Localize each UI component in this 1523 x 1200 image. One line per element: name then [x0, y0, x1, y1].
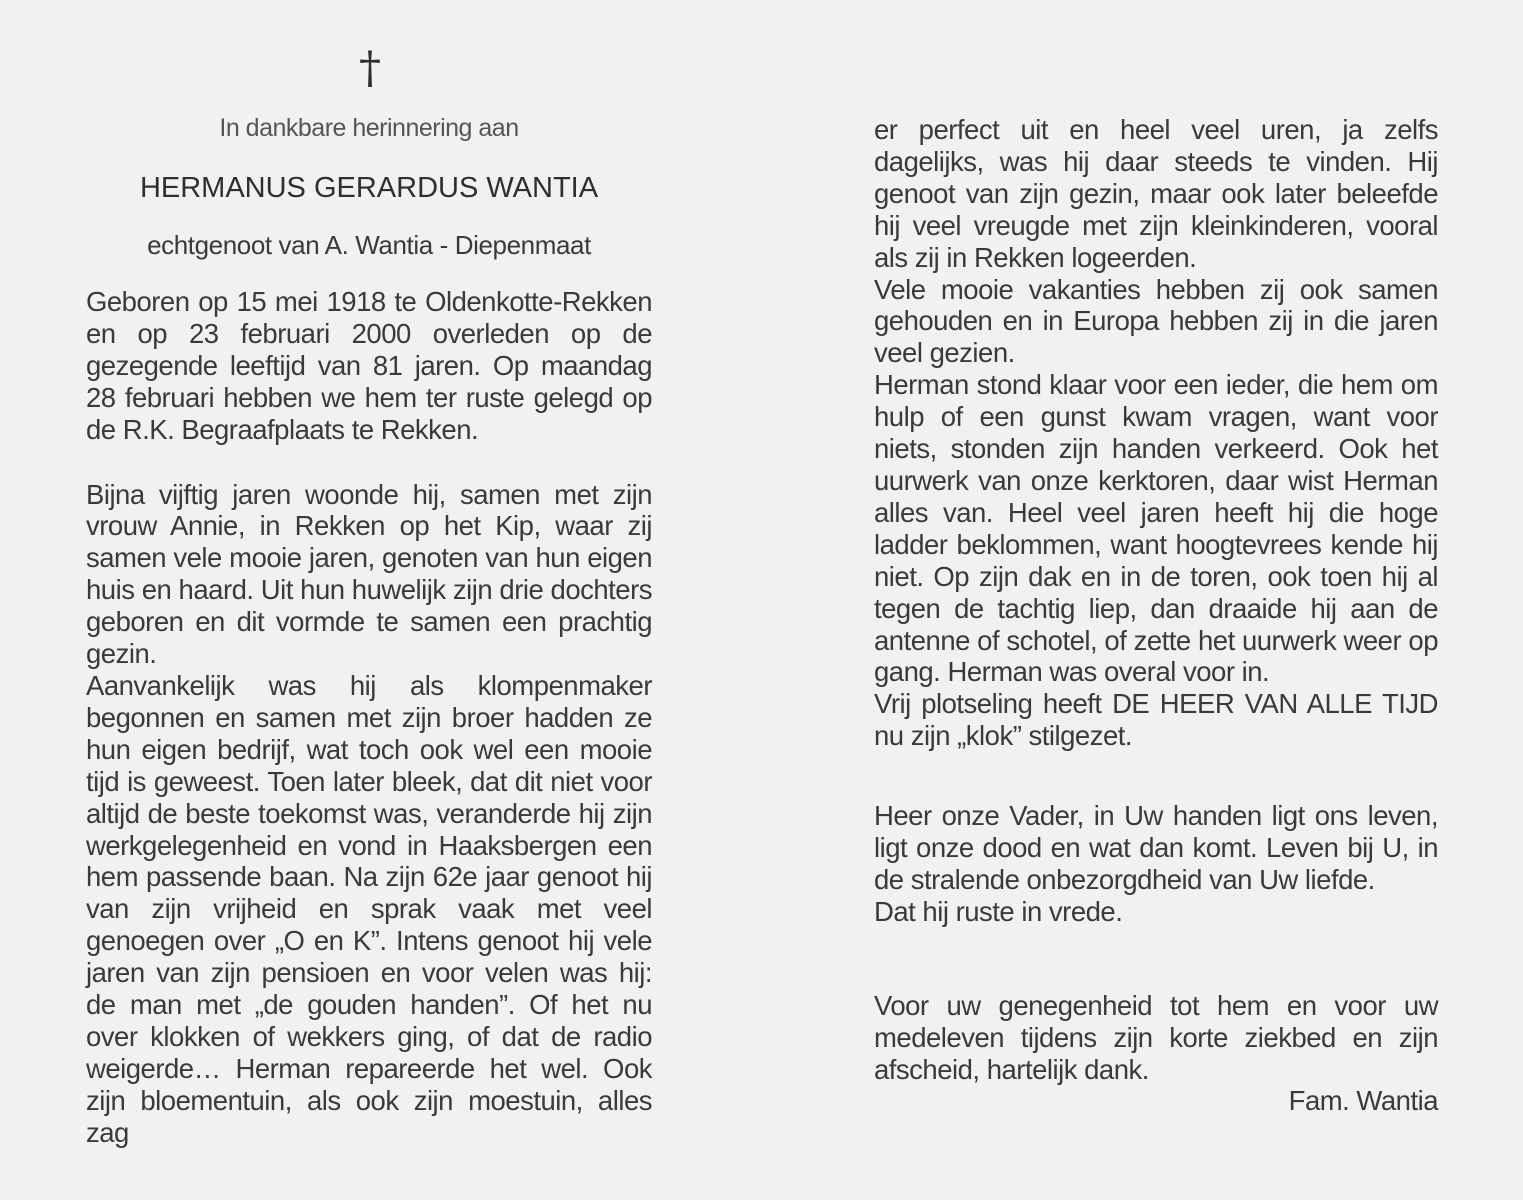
- family-paragraph: Bijna vijftig jaren woonde hij, samen met zijn vrouw Annie, in Rekken op het Kip, waar zij samen vele mooie jaren, genoten van hun eigen huis en haard. Uit hun huwelijk zijn drie dochters geboren en dit vormde te samen een prachtig gezin.: [86, 478, 652, 670]
- cross-icon: †: [359, 43, 381, 94]
- birth-death-paragraph: Geboren op 15 mei 1918 te Oldenkotte-Rekken en op 23 februari 2000 overleden op de gezegende leeftijd van 81 jaren. Op maandag 28 februari hebben we hem ter ruste gelegd op de R.K. Begraafplaats te Rekken.: [86, 286, 652, 445]
- career-paragraph: Aanvankelijk was hij als klompenmaker begonnen en samen met zijn broer hadden ze hun eigen bedrijf, wat toch ook wel een mooie tijd is geweest. Toen later bleek, dat dit niet voor altijd de beste toekomst was, veranderde hij zijn werkgelegenheid en vond in Haaksbergen een hem passende baan. Na zijn 62e jaar genoot hij van zijn vrijheid en sprak vaak met veel genoegen over „O en K”. Intens genoot hij vele jaren van zijn pensioen en voor velen was hij: de man met „de gouden handen”. Of het nu over klokken of wekkers ging, of dat de radio weigerde… Herman repareerde het wel. Ook zijn bloementuin, als ook zijn moestuin, alles zag: [86, 669, 652, 1148]
- holidays-paragraph: Vele mooie vakanties hebben zij ook samen gehouden en in Europa hebben zij in die jaren veel gezien.: [874, 273, 1438, 369]
- clock-paragraph: Vrij plotseling heeft DE HEER VAN ALLE TIJD nu zijn „klok” stilgezet.: [874, 688, 1438, 752]
- garden-paragraph: er perfect uit en heel veel uren, ja zelfs dagelijks, was hij daar steeds te vinden. Hij genoot van zijn gezin, maar ook later beleefde hij veel vreugde met zijn kleinkinderen, vooral als zij in Rekken logeerden.: [874, 114, 1438, 273]
- family-signature: Fam. Wantia: [1288, 1085, 1438, 1117]
- paragraph-gap: [874, 752, 1438, 800]
- deceased-name: HERMANUS GERARDUS WANTIA: [139, 172, 599, 204]
- paragraph-gap: [86, 446, 652, 479]
- left-column: [86, 286, 652, 1149]
- right-column: [874, 114, 1438, 1117]
- prayer-paragraph: Heer onze Vader, in Uw handen ligt ons leven, ligt onze dood en wat dan komt. Leven bij U, in de stralende onbezorgdheid van Uw liefde.: [874, 800, 1438, 895]
- helpfulness-paragraph: Herman stond klaar voor een ieder, die hem om hulp of een gunst kwam vragen, want voor niets, stonden zijn handen verkeerd. Ook het uurwerk van onze kerktoren, daar wist Herman alles van. Heel veel jaren heeft hij die hoge ladder beklommen, want hoogtevrees kende hij niet. Op zijn dak en in de toren, ook toen hij al tegen de tachtig liep, dan draaide hij aan de antenne of schotel, of zette het uurwerk weer op gang. Herman was overal voor in.: [874, 369, 1438, 688]
- thanks-paragraph: Voor uw genegenheid tot hem en voor uw medeleven tijdens zijn korte ziekbed en zijn afscheid, hartelijk dank.: [874, 989, 1438, 1085]
- rest-in-peace-line: Dat hij ruste in vrede.: [874, 895, 1123, 927]
- spouse-line: echtgenoot van A. Wantia - Diepenmaat: [147, 230, 591, 260]
- paragraph-gap: [874, 928, 1438, 990]
- intro-line: In dankbare herinnering aan: [219, 114, 519, 142]
